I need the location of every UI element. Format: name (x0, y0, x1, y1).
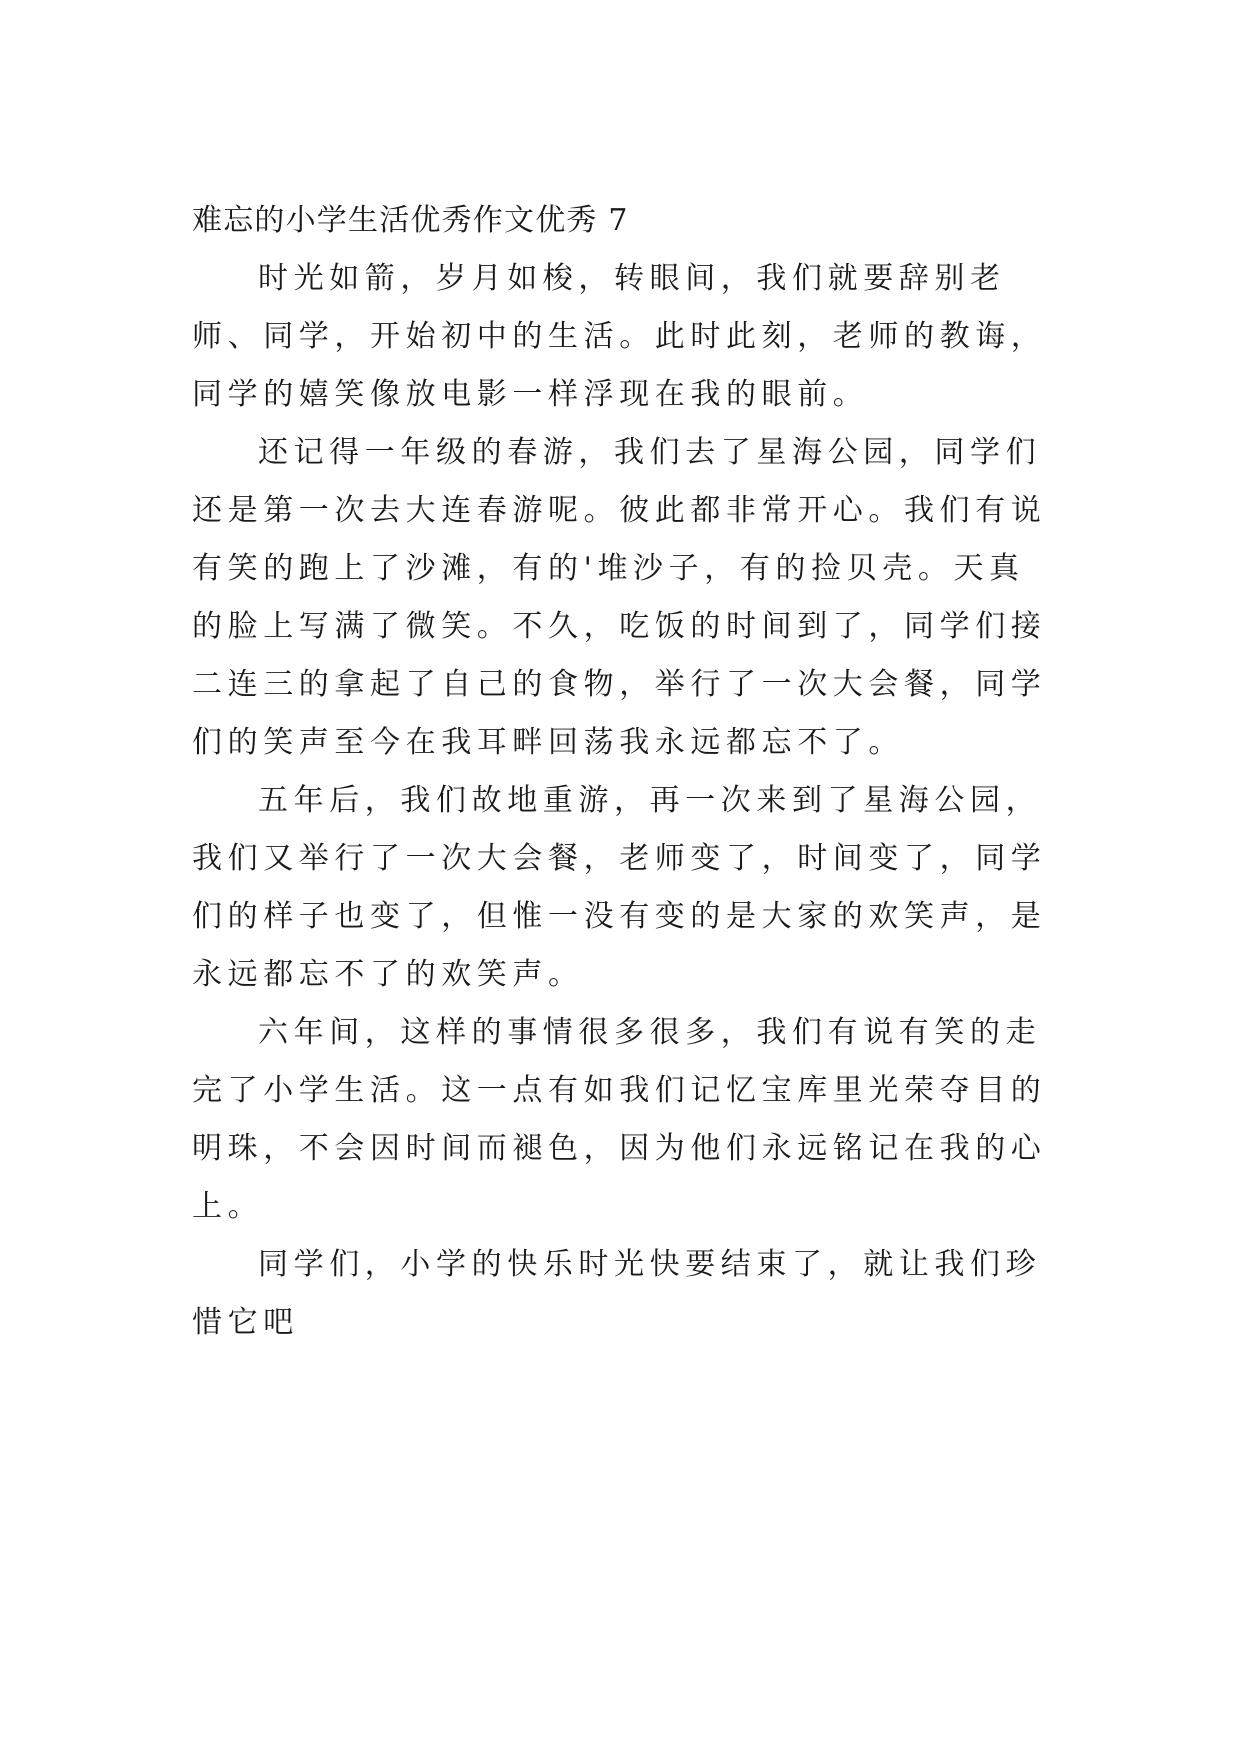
paragraph: 还记得一年级的春游，我们去了星海公园，同学们还是第一次去大连春游呢。彼此都非常开心。我们有说有笑的跑上了沙滩，有的'堆沙子，有的捡贝壳。天真的脸上写满了微笑。不久，吃饭的时间到了，同学们接二连三的拿起了自己的食物，举行了一次大会餐，同学们的笑声至今在我耳畔回荡我永远都忘不了。 (192, 435, 1047, 760)
paragraph: 六年间，这样的事情很多很多，我们有说有笑的走完了小学生活。这一点有如我们记忆宝库里光荣夺目的明珠，不会因时间而褪色，因为他们永远铭记在我的心上。 (192, 1015, 1047, 1224)
paragraph: 同学们，小学的快乐时光快要结束了，就让我们珍惜它吧 (192, 1247, 1042, 1340)
paragraph: 五年后，我们故地重游，再一次来到了星海公园，我们又举行了一次大会餐，老师变了，时间变了，同学们的样子也变了，但惟一没有变的是大家的欢笑声，是永远都忘不了的欢笑声。 (192, 783, 1047, 992)
document-body (192, 192, 1050, 1352)
document-title: 难忘的小学生活优秀作文优秀 7 (192, 203, 629, 238)
paragraph: 时光如箭，岁月如梭，转眼间，我们就要辞别老师、同学，开始初中的生活。此时此刻，老师的教诲，同学的嬉笑像放电影一样浮现在我的眼前。 (192, 261, 1047, 412)
